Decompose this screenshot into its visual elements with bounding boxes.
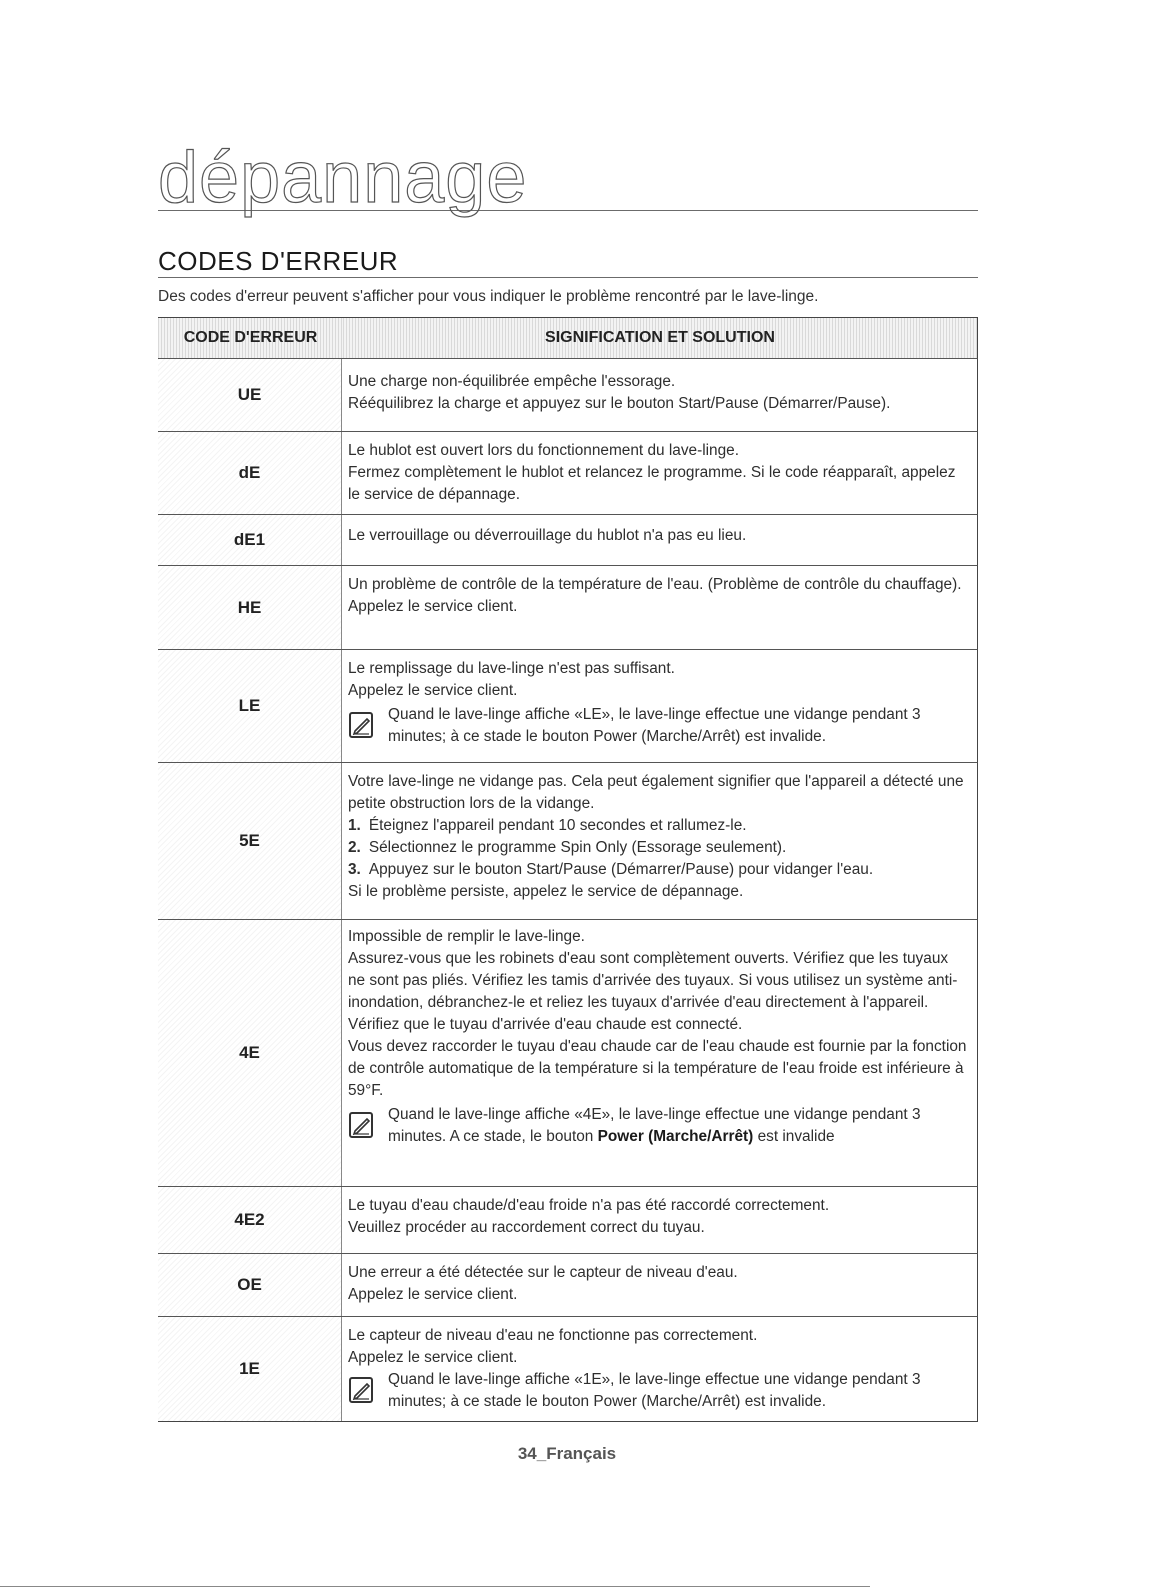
table-row: [158, 762, 978, 919]
error-code: LE: [158, 650, 342, 762]
solution-line: Le verrouillage ou déverrouillage du hublot n'a pas eu lieu.: [348, 527, 747, 544]
solution: [342, 566, 977, 649]
solution-line: Assurez-vous que les robinets d'eau sont complètement ouverts. Vérifiez que les tuyaux ne sont pas pliés. Vérifiez les tamis d'arrivée des tuyaux. Si vous utilisez un système anti-inondation, débranchez-le et reliez les tuyaux d'arrivée d'eau directement à l'appareil.: [348, 950, 958, 1011]
step-text: Éteignez l'appareil pendant 10 secondes et rallumez-le.: [368, 817, 747, 834]
table-row: [158, 514, 978, 565]
title-rule: [158, 138, 978, 218]
step: [348, 859, 969, 881]
solution-line: Une charge non-équilibrée empêche l'essorage.: [348, 373, 676, 390]
error-code: UE: [158, 359, 342, 431]
solution-line: Si le problème persiste, appelez le service de dépannage.: [348, 883, 744, 900]
note-icon: [348, 1110, 376, 1140]
note-text-start: Quand le lave-linge affiche «4E», le lave-linge effectue une vidange pendant 3 minutes. A ce stade, le bouton: [388, 1106, 921, 1145]
note-text: Quand le lave-linge affiche «1E», le lave-linge effectue une vidange pendant 3 minutes; à ce stade le bouton Power (Marche/Arrêt) est invalide.: [388, 1371, 921, 1410]
table-header: [158, 317, 978, 358]
solution: [342, 359, 977, 431]
step: [348, 815, 969, 837]
solution: [342, 920, 977, 1186]
solution-line: Veuillez procéder au raccordement correct du tuyau.: [348, 1219, 705, 1236]
note-icon: [348, 710, 376, 740]
solution-line: Appelez le service client.: [348, 1286, 518, 1303]
solution-line: Le tuyau d'eau chaude/d'eau froide n'a pas été raccordé correctement.: [348, 1197, 830, 1214]
error-code: 4E: [158, 920, 342, 1186]
error-code: HE: [158, 566, 342, 649]
solution-line: Le remplissage du lave-linge n'est pas suffisant.: [348, 660, 675, 677]
header-solution: SIGNIFICATION ET SOLUTION: [343, 318, 977, 358]
table-row: [158, 1316, 978, 1421]
solution-line: Vérifiez que le tuyau d'arrivée d'eau chaude est connecté.: [348, 1016, 743, 1033]
solution-line: Un problème de contrôle de la température de l'eau. (Problème de contrôle du chauffage).: [348, 576, 962, 593]
step-text: Sélectionnez le programme Spin Only (Essorage seulement).: [368, 839, 787, 856]
solution-line: Appelez le service client.: [348, 598, 518, 615]
step-number: 1.: [348, 817, 361, 834]
solution: [342, 763, 977, 919]
step-number: 2.: [348, 839, 361, 856]
solution: [342, 1254, 977, 1316]
page-title: dépannage: [158, 138, 528, 218]
solution-line: Le hublot est ouvert lors du fonctionnement du lave-linge.: [348, 442, 739, 459]
bottom-divider: [0, 1586, 870, 1587]
note-text: Quand le lave-linge affiche «LE», le lave-linge effectue une vidange pendant 3 minutes; à ce stade le bouton Power (Marche/Arrêt) est invalide.: [388, 706, 921, 745]
solution-line: Impossible de remplir le lave-linge.: [348, 928, 585, 945]
table-row: [158, 358, 978, 431]
note-text-end: est invalide: [753, 1128, 835, 1145]
solution: [342, 432, 977, 514]
intro-text: Des codes d'erreur peuvent s'afficher pour vous indiquer le problème rencontré par le lave-linge.: [158, 288, 819, 305]
solution: [342, 650, 977, 762]
solution: [342, 1187, 977, 1253]
solution: [342, 515, 977, 565]
error-code: dE: [158, 432, 342, 514]
page-footer: 34_Français: [517, 1444, 617, 1463]
table-row: [158, 1186, 978, 1253]
solution-line: Rééquilibrez la charge et appuyez sur le bouton Start/Pause (Démarrer/Pause).: [348, 395, 891, 412]
solution: [342, 1317, 977, 1421]
solution-line: Appelez le service client.: [348, 682, 518, 699]
solution-line: Fermez complètement le hublot et relancez le programme. Si le code réapparaît, appelez le service de dépannage.: [348, 464, 956, 503]
note: [348, 704, 969, 748]
error-code-table: [158, 317, 978, 1422]
note: [348, 1369, 969, 1413]
note-icon: [348, 1375, 376, 1405]
table-row: [158, 1253, 978, 1316]
error-code: 5E: [158, 763, 342, 919]
error-code: 1E: [158, 1317, 342, 1421]
table-row: [158, 649, 978, 762]
table-row: [158, 919, 978, 1186]
section-rule: [158, 244, 978, 278]
solution-line: Appelez le service client.: [348, 1349, 518, 1366]
solution-line: Le capteur de niveau d'eau ne fonctionne pas correctement.: [348, 1327, 758, 1344]
step: [348, 837, 969, 859]
solution-line: Votre lave-linge ne vidange pas. Cela peut également signifier que l'appareil a détecté une petite obstruction lors de la vidange.: [348, 773, 964, 812]
step-number: 3.: [348, 861, 361, 878]
step-text: Appuyez sur le bouton Start/Pause (Démarrer/Pause) pour vidanger l'eau.: [368, 861, 874, 878]
solution-line: Vous devez raccorder le tuyau d'eau chaude car de l'eau chaude est fournie par la fonction de contrôle automatique de la température si la température de l'eau froide est inférieure à 59°F.: [348, 1038, 967, 1099]
error-code: dE1: [158, 515, 342, 565]
note-text: [388, 1104, 969, 1148]
table-row: [158, 431, 978, 514]
error-code: 4E2: [158, 1187, 342, 1253]
note: [348, 1104, 969, 1148]
solution-line: Une erreur a été détectée sur le capteur de niveau d'eau.: [348, 1264, 738, 1281]
error-code: OE: [158, 1254, 342, 1316]
section-title: CODES D'ERREUR: [158, 246, 399, 276]
table-row: [158, 565, 978, 649]
header-code: CODE D'ERREUR: [158, 318, 343, 358]
note-text-bold: Power (Marche/Arrêt): [597, 1128, 754, 1145]
